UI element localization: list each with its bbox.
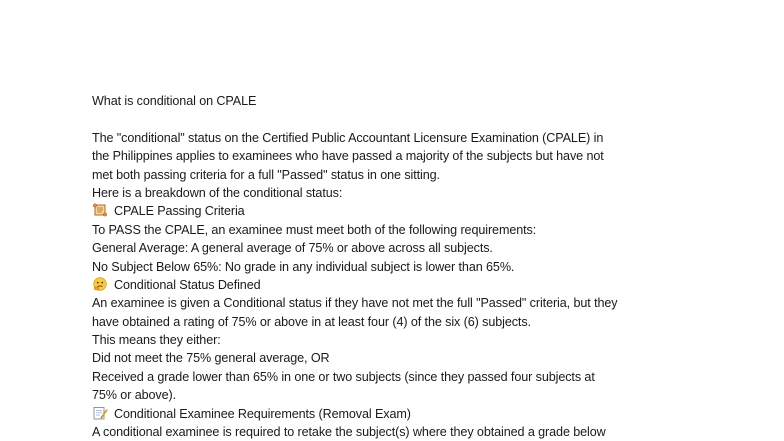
- intro-line-1: The "conditional" status on the Certified Public Accountant Licensure Examination (CPALE) in: [92, 130, 604, 145]
- document-body: [92, 92, 702, 441]
- section2-line-6: 75% or above).: [92, 388, 177, 403]
- section2-line-5: Received a grade lower than 65% in one or two subjects (since they passed four subjects at: [92, 369, 595, 384]
- section2-line-3: This means they either:: [92, 333, 221, 348]
- section-heading-removal-exam: [92, 405, 702, 423]
- scroll-icon: [92, 203, 108, 217]
- section2-line-4: Did not meet the 75% general average, OR: [92, 351, 330, 366]
- thinking-face-icon: [92, 277, 108, 291]
- document-title: What is conditional on CPALE: [92, 94, 257, 108]
- section2-line-1: An examinee is given a Conditional status if they have not met the full "Passed" criteria, but they: [92, 296, 618, 311]
- memo-icon: [92, 406, 108, 420]
- section1-line-2: General Average: A general average of 75% or above across all subjects.: [92, 241, 493, 256]
- section1-line-3: No Subject Below 65%: No grade in any individual subject is lower than 65%.: [92, 259, 515, 274]
- section-heading-passing-criteria: [92, 202, 702, 220]
- blank-line: [92, 110, 702, 128]
- section-heading-text: CPALE Passing Criteria: [114, 204, 245, 219]
- section3-line-1: A conditional examinee is required to retake the subject(s) where they obtained a grade below: [92, 425, 606, 440]
- section-heading-text: Conditional Examinee Requirements (Removal Exam): [114, 406, 411, 421]
- intro-line-3: met both passing criteria for a full "Passed" status in one sitting.: [92, 167, 440, 182]
- intro-line-2: the Philippines applies to examinees who have passed a majority of the subjects but have not: [92, 149, 604, 164]
- section2-line-2: have obtained a rating of 75% or above in at least four (4) of the six (6) subjects.: [92, 314, 531, 329]
- section-heading-text: Conditional Status Defined: [114, 277, 261, 292]
- section1-line-1: To PASS the CPALE, an examinee must meet both of the following requirements:: [92, 222, 537, 237]
- section-heading-conditional-status: [92, 276, 702, 294]
- breakdown-intro: Here is a breakdown of the conditional status:: [92, 185, 343, 200]
